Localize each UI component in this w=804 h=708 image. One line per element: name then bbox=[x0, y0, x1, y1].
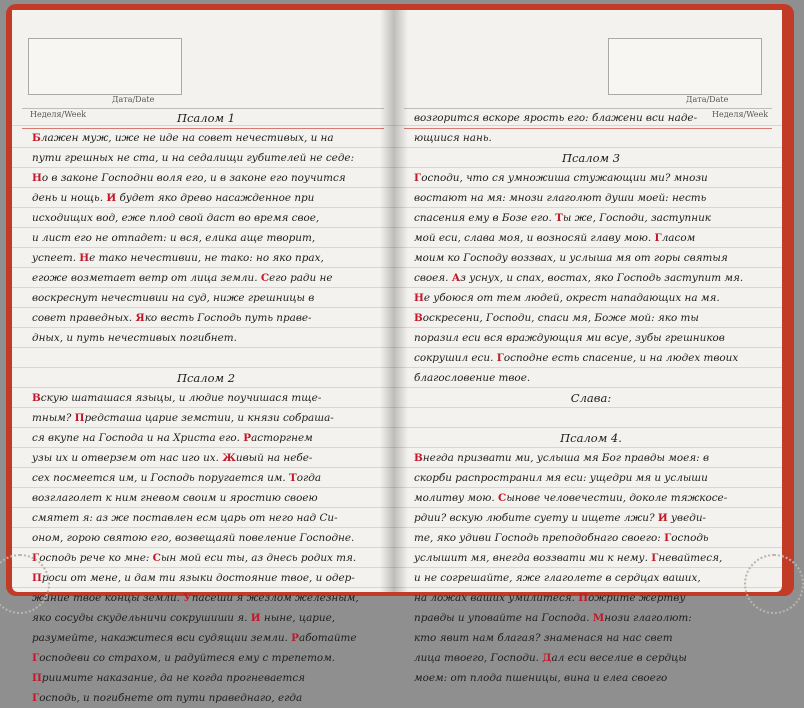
handwritten-line: востают на мя: мнози глаголют души моей: несть bbox=[414, 192, 707, 204]
handwritten-line: егоже возметает ветр от лица земли. Сего ради не bbox=[32, 272, 333, 284]
handwritten-line bbox=[32, 348, 380, 368]
handwritten-line: сокрушил еси. Господне есть спасение, и на людех твоих bbox=[414, 352, 739, 364]
handwritten-line: и не согрешайте, яже глаголете в сердцах ваших, bbox=[414, 572, 701, 584]
handwritten-line bbox=[414, 408, 768, 428]
date-label: Дата/Date bbox=[112, 95, 155, 104]
handwritten-line: возгорится вскоре ярость его: блажени вси наде- bbox=[414, 112, 698, 124]
psalm-heading: Псалом 3 bbox=[561, 151, 621, 165]
book-gutter bbox=[380, 10, 408, 592]
date-box[interactable] bbox=[608, 38, 762, 95]
handwritten-line: правды и уповайте на Господа. Мнози глаголют: bbox=[414, 612, 692, 624]
handwritten-line: благословение твое. bbox=[414, 372, 531, 384]
handwritten-line: возглаголет к ним гневом своим и яростию своею bbox=[32, 492, 318, 504]
right-page bbox=[394, 10, 782, 684]
handwritten-line: воскреснут нечестивии на суд, ниже грешницы в bbox=[32, 292, 315, 304]
handwritten-line: Господь рече ко мне: Сын мой еси ты, аз днесь родих тя. bbox=[32, 552, 357, 564]
handwritten-line: исходищих вод, еже плод свой даст во время свое, bbox=[32, 212, 320, 224]
left-page bbox=[12, 10, 394, 704]
handwritten-line: те, яко удиви Господь преподобнаго своего: Господь bbox=[414, 532, 709, 544]
handwritten-line: оном, горою святою его, возвещаяй повеление Господне. bbox=[32, 532, 355, 544]
handwritten-line: моем: от плода пшеницы, вина и елеа своего bbox=[414, 672, 668, 684]
handwritten-line: ющиися нань. bbox=[414, 132, 492, 144]
handwritten-line: рдии? вскую любите суету и ищете лжи? И уведи- bbox=[414, 512, 707, 524]
handwritten-line: день и нощь. И будет яко древо насажденное при bbox=[32, 192, 315, 204]
handwritten-line: яко сосуды скудельничи сокрушиши я. И ныне, царие, bbox=[32, 612, 336, 624]
handwritten-line: дных, и путь нечестивых погибнет. bbox=[32, 332, 237, 344]
handwritten-line: моим ко Господу воззвах, и услыша мя от горы святыя bbox=[414, 252, 728, 264]
handwritten-line: Вскую шаташася языцы, и людие поучишася тще- bbox=[32, 392, 322, 404]
right-page-text bbox=[414, 108, 768, 688]
handwritten-line: своея. Аз уснух, и спах, востах, яко Господь заступит мя. bbox=[414, 272, 744, 284]
left-page-text bbox=[32, 108, 380, 708]
handwritten-line: сех посмеется им, и Господь поругается им. Тогда bbox=[32, 472, 322, 484]
handwritten-line: Внегда призвати ми, услыша мя Бог правды моея: в bbox=[414, 452, 710, 464]
handwritten-line: мой еси, слава моя, и возносяй главу мою. Гласом bbox=[414, 232, 696, 244]
handwritten-line: успеет. Не тако нечестивии, не тако: но яко прах, bbox=[32, 252, 324, 264]
handwritten-line: Приимите наказание, да не когда прогневается bbox=[32, 672, 306, 684]
handwritten-line: кто явит нам благая? знаменася на нас свет bbox=[414, 632, 673, 644]
handwritten-line: тным? Предсташа царие земстии, и князи собраша- bbox=[32, 412, 334, 424]
handwritten-line: Воскресени, Господи, спаси мя, Боже мой: яко ты bbox=[414, 312, 699, 324]
handwritten-line: узы их и отверзем от нас иго их. Живый на небе- bbox=[32, 452, 313, 464]
handwritten-line: лица твоего, Господи. Дал еси веселие в сердцы bbox=[414, 652, 687, 664]
handwritten-line: разумейте, накажитеся вси судящии земли. Работайте bbox=[32, 632, 357, 644]
handwritten-line: Господи, что ся умножиша стужающии ми? мнози bbox=[414, 172, 708, 184]
corner-dots bbox=[744, 554, 804, 614]
handwritten-line: совет праведных. Яко весть Господь путь праве- bbox=[32, 312, 312, 324]
handwritten-line: жание твое концы земли. Упасеши я жезлом железным, bbox=[32, 592, 359, 604]
handwritten-line: Но в законе Господни воля его, и в законе его поучится bbox=[32, 172, 346, 184]
handwritten-line: скорби распространил мя еси: ущедри мя и услыши bbox=[414, 472, 708, 484]
handwritten-line: Проси от мене, и дам ти языки достояние твое, и одер- bbox=[32, 572, 355, 584]
handwritten-line: поразил еси вся враждующия ми всуе, зубы грешников bbox=[414, 332, 725, 344]
handwritten-line: Блажен муж, иже не иде на совет нечестивых, и на bbox=[32, 132, 334, 144]
handwritten-line: Господеви со страхом, и радуйтеся ему с трепетом. bbox=[32, 652, 336, 664]
handwritten-line: молитву мою. Сынове человечестии, доколе тяжкосе- bbox=[414, 492, 728, 504]
week-label: Неделя/Week bbox=[30, 110, 87, 119]
psalm-heading: Псалом 4. bbox=[560, 431, 622, 445]
handwritten-line: услышит мя, внегда воззвати ми к нему. Гневайтеся, bbox=[414, 552, 723, 564]
handwritten-line: Господь, и погибнете от пути праведнаго, егда bbox=[32, 692, 303, 704]
handwritten-line: и лист его не отпадет: и вся, елика аще творит, bbox=[32, 232, 316, 244]
psalm-heading: Псалом 2 bbox=[176, 371, 236, 385]
handwritten-line: пути грешных не ста, и на седалищи губителей не седе: bbox=[32, 152, 355, 164]
handwritten-line: Не убоюся от тем людей, окрест нападающих на мя. bbox=[414, 292, 720, 304]
date-label: Дата/Date bbox=[686, 95, 729, 104]
psalm-heading: Слава: bbox=[570, 391, 612, 405]
handwritten-line: смятет я: аз же поставлен есм царь от него над Си- bbox=[32, 512, 338, 524]
psalm-heading: Псалом 1 bbox=[176, 111, 236, 125]
handwritten-line: спасения ему в Бозе его. Ты же, Господи, заступник bbox=[414, 212, 711, 224]
date-box[interactable] bbox=[28, 38, 182, 95]
handwritten-line: на ложах ваших умилитеся. Пожрите жертву bbox=[414, 592, 686, 604]
week-label: Неделя/Week bbox=[712, 110, 769, 119]
handwritten-line: ся вкупе на Господа и на Христа его. Расторгнем bbox=[32, 432, 313, 444]
